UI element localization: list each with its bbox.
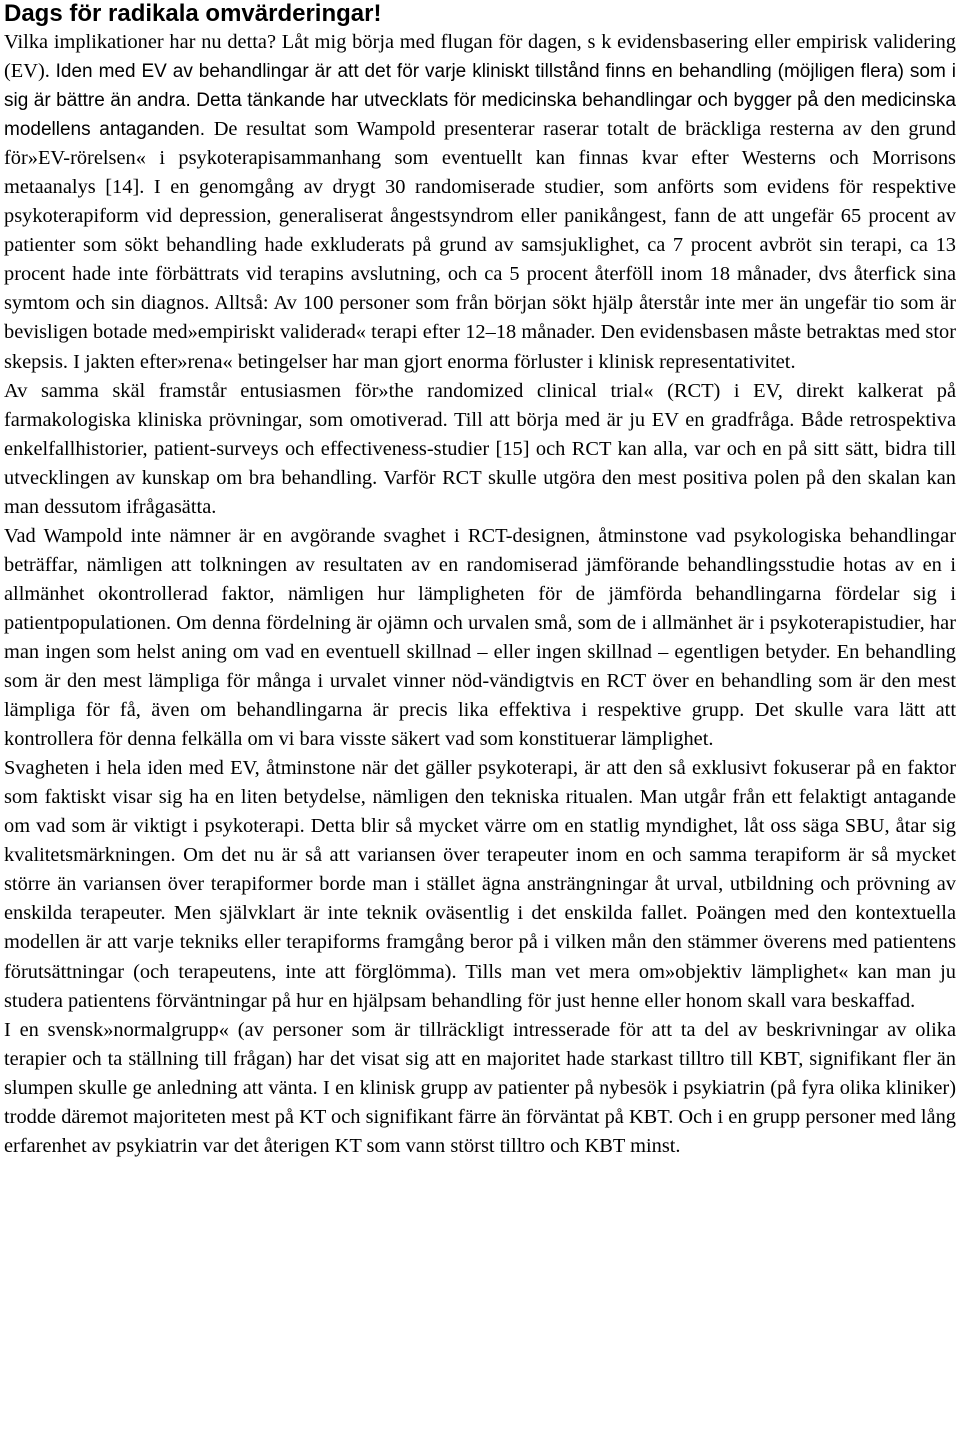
- paragraph-1: [4, 28, 956, 377]
- paragraph-2: Av samma skäl framstår entusiasmen för»the randomized clinical trial« (RCT) i EV, direkt kalkerat på farmakologiska kliniska prövningar, som omotiverad. Till att börja med är ju EV en gradfråga. Både retrospektiva enkelfallhistorier, patient-surveys och effectiveness-studier [15] och RCT kan alla, var och en på sitt sätt, bidra till utvecklingen av kunskap om bra behandling. Varför RCT skulle utgöra den mest positiva polen på den skalan kan man dessutom ifrågasätta.: [4, 379, 956, 518]
- paragraph-4: Svagheten i hela iden med EV, åtminstone när det gäller psykoterapi, är att den så exklusivt fokuserar på en faktor som faktiskt visar sig ha en liten betydelse, nämligen den tekniska ritualen. Man utgår från ett felaktigt antagande om vad som är viktigt i psykoterapi. Detta blir så mycket värre om en statlig myndighet, låt oss säga SBU, åtar sig kvalitetsmärkningen. Om det nu är så att variansen över terapeuter inom en och samma terapiform är så mycket större än variansen över terapiformer borde man i stället ägna ansträngningar åt urval, utbildning och prövning av enskilda terapeuter. Men självklart är inte teknik oväsentlig i det enskilda fallet. Poängen med den kontextuella modellen är att varje tekniks eller terapiforms framgång beror på i vilken mån den stämmer överens med patientens förutsättningar (och terapeutens, inte att förglömma). Tills man vet mera om»objektiv lämplighet« kan man ju studera patientens förväntningar på hur en hjälpsam behandling för just henne eller honom skall vara beskaffad.: [4, 757, 956, 1012]
- paragraph-3: Vad Wampold inte nämner är en avgörande svaghet i RCT-designen, åtminstone vad psykologiska behandlingar beträffar, nämligen att tolkningen av resultaten av en randomiserad jämförande behandlingsstudie hotas av en i allmänhet okontrollerad faktor, nämligen hur lämpligheten för de jämförda behandlingarna fördelar sig i patientpopulationen. Om denna fördelning är ojämn och urvalen små, som de i allmänhet är i psykoterapistudier, har man ingen som helst aning om vad en eventuell skillnad – eller ingen skillnad – egentligen betyder. En behandling som är den mest lämpliga för många i urvalet vinner nöd-vändigtvis en RCT över en behandling som är den mest lämpliga för få, även om behandlingarna är precis lika effektiva i respektive grupp. Det skulle vara lätt att kontrollera för denna felkälla om vi bara visste säkert vad som konstituerar lämplighet.: [4, 524, 956, 751]
- paragraph-1-sentence-3: De resultat som Wampold presenterar raserar totalt de bräckliga resterna av den grund för»EV-rörelsen« i psykoterapisammanhang som eventuellt kan finnas kvar efter Westerns och Morrisons metaanalys [14].: [4, 118, 956, 199]
- paragraph-1-sentence-1: Vilka implikationer har nu detta? Låt mig börja med flugan för dagen, s k evidensbasering eller empirisk validering (EV).: [4, 31, 956, 83]
- document-page: [4, 0, 956, 1161]
- paragraph-1-sentence-4: I en genomgång av drygt 30 randomiserade studier, som anförts som evidens för respektive psykoterapiform vid depression, generaliserat ångestsyndrom eller panikångest, fann de att ungefär 65 procent av patienter som sökt behandling hade exkluderats på grund av samsjuklighet, ca 7 procent avbröt sin terapi, ca 13 procent hade inte förbättrats vid terapins avslutning, och ca 5 procent återföll inom 18 månader, dvs återfick sina symtom och sin diagnos. Alltså: Av 100 personer som från början sökt hjälp återstår inte mer än ungefär tio som är bevisligen botade med»empiriskt validerad« terapi efter 12–18 månader. Den evidensbasen måste betraktas med stor skepsis. I jakten efter»rena« betingelser har man gjort enorma förluster i klinisk representativitet.: [4, 176, 956, 373]
- document-title: Dags för radikala omvärderingar!: [4, 0, 382, 27]
- document-body: [4, 28, 956, 1161]
- paragraph-5: I en svensk»normalgrupp« (av personer som är tillräckligt intresserade för att ta del av beskrivningar av olika terapier och ta ställning till frågan) har det visat sig att en majoritet hade starkast tilltro till KBT, signifikant fler än slumpen skulle ge anledning att vänta. I en klinisk grupp av patienter på nybesök i psykiatrin (på fyra olika kliniker) trodde däremot majoriteten mest på KT och signifikant färre än förväntat på KBT. Och i en grupp personer med lång erfarenhet av psykiatrin var det återigen KT som vann störst tilltro och KBT minst.: [4, 1018, 956, 1157]
- paragraph-1-sentence-2: Iden med EV av behandlingar är att det för varje kliniskt tillstånd finns en behandling (möjligen flera) som i sig är bättre än andra. Detta tänkande har utvecklats för medicinska behandlingar och bygger på den medicinska modellens antaganden.: [4, 61, 956, 141]
